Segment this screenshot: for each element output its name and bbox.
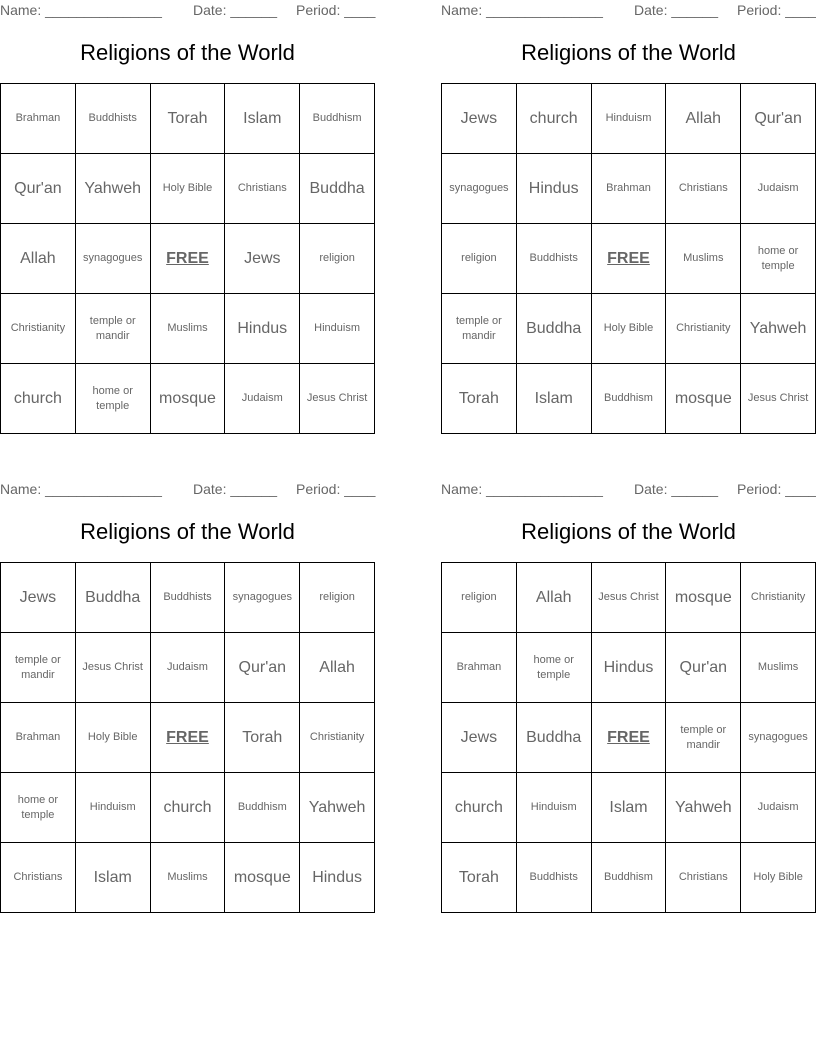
bingo-cell: Hinduism bbox=[300, 294, 375, 364]
period-field-label: Period: ____ bbox=[296, 2, 376, 18]
name-field-label: Name: _______________ bbox=[0, 2, 162, 18]
bingo-cell: Jesus Christ bbox=[592, 563, 667, 633]
bingo-cell: Jews bbox=[225, 224, 300, 294]
bingo-cell: mosque bbox=[666, 364, 741, 434]
bingo-cell: Buddhism bbox=[300, 84, 375, 154]
bingo-cell: Muslims bbox=[741, 633, 816, 703]
period-field-label: Period: ____ bbox=[737, 2, 816, 18]
date-field-label: Date: ______ bbox=[634, 2, 719, 18]
bingo-cell: Holy Bible bbox=[151, 154, 226, 224]
bingo-cell: Qur'an bbox=[1, 154, 76, 224]
bingo-cell: temple or mandir bbox=[1, 633, 76, 703]
bingo-cell: mosque bbox=[666, 563, 741, 633]
date-field-label: Date: ______ bbox=[634, 481, 719, 497]
bingo-cell: Qur'an bbox=[741, 84, 816, 154]
bingo-cell: religion bbox=[442, 224, 517, 294]
bingo-grid bbox=[441, 562, 816, 913]
bingo-cell: synagogues bbox=[442, 154, 517, 224]
bingo-cell: home or temple bbox=[517, 633, 592, 703]
bingo-grid bbox=[0, 562, 375, 913]
student-info-line bbox=[441, 481, 816, 499]
date-field-label: Date: ______ bbox=[193, 2, 278, 18]
bingo-cell: Christianity bbox=[300, 703, 375, 773]
bingo-cell: Christians bbox=[666, 843, 741, 913]
student-info-line bbox=[441, 2, 816, 20]
bingo-cell: Christians bbox=[666, 154, 741, 224]
bingo-cell: Hinduism bbox=[76, 773, 151, 843]
bingo-cell: Judaism bbox=[741, 773, 816, 843]
card-title: Religions of the World bbox=[80, 40, 295, 65]
student-info-line bbox=[0, 2, 380, 20]
bingo-grid bbox=[441, 83, 816, 434]
bingo-cell: Hindus bbox=[592, 633, 667, 703]
bingo-cell: Christians bbox=[1, 843, 76, 913]
bingo-cell: Judaism bbox=[225, 364, 300, 434]
period-field-label: Period: ____ bbox=[737, 481, 816, 497]
period-field-label: Period: ____ bbox=[296, 481, 376, 497]
bingo-cell: mosque bbox=[225, 843, 300, 913]
bingo-cell: religion bbox=[300, 224, 375, 294]
bingo-cell: Buddhism bbox=[225, 773, 300, 843]
name-field-label: Name: _______________ bbox=[441, 2, 603, 18]
bingo-cell: Muslims bbox=[666, 224, 741, 294]
bingo-cell: Buddhism bbox=[592, 364, 667, 434]
bingo-cell: Buddha bbox=[76, 563, 151, 633]
bingo-cell: Buddhists bbox=[517, 843, 592, 913]
bingo-cell: Christianity bbox=[666, 294, 741, 364]
bingo-cell: Buddhism bbox=[592, 843, 667, 913]
bingo-cell: Yahweh bbox=[76, 154, 151, 224]
bingo-cell: synagogues bbox=[76, 224, 151, 294]
bingo-cell: Hindus bbox=[225, 294, 300, 364]
bingo-cell: Buddhists bbox=[76, 84, 151, 154]
bingo-cell: Buddhists bbox=[151, 563, 226, 633]
bingo-cell: Judaism bbox=[741, 154, 816, 224]
bingo-cell: Christianity bbox=[1, 294, 76, 364]
bingo-cell: Jews bbox=[442, 84, 517, 154]
bingo-cell: Jesus Christ bbox=[300, 364, 375, 434]
bingo-cell: temple or mandir bbox=[666, 703, 741, 773]
free-space-cell: FREE bbox=[151, 703, 226, 773]
bingo-cell: Allah bbox=[517, 563, 592, 633]
bingo-cell: Jews bbox=[1, 563, 76, 633]
bingo-cell: Muslims bbox=[151, 294, 226, 364]
bingo-cell: Torah bbox=[442, 843, 517, 913]
bingo-cell: Hinduism bbox=[517, 773, 592, 843]
bingo-cell: Christianity bbox=[741, 563, 816, 633]
bingo-cell: synagogues bbox=[225, 563, 300, 633]
bingo-cell: Qur'an bbox=[666, 633, 741, 703]
bingo-cell: Torah bbox=[151, 84, 226, 154]
date-field-label: Date: ______ bbox=[193, 481, 278, 497]
bingo-cell: Allah bbox=[300, 633, 375, 703]
bingo-cell: Yahweh bbox=[666, 773, 741, 843]
bingo-cell: Brahman bbox=[1, 703, 76, 773]
bingo-cell: Brahman bbox=[442, 633, 517, 703]
bingo-cell: home or temple bbox=[76, 364, 151, 434]
card-title: Religions of the World bbox=[521, 40, 736, 65]
bingo-cell: Brahman bbox=[592, 154, 667, 224]
bingo-cell: Islam bbox=[517, 364, 592, 434]
bingo-cell: Jesus Christ bbox=[76, 633, 151, 703]
bingo-cell: Holy Bible bbox=[76, 703, 151, 773]
bingo-cell: Allah bbox=[666, 84, 741, 154]
bingo-cell: Islam bbox=[225, 84, 300, 154]
bingo-cell: Jews bbox=[442, 703, 517, 773]
bingo-cell: mosque bbox=[151, 364, 226, 434]
bingo-cell: temple or mandir bbox=[76, 294, 151, 364]
bingo-cell: Buddha bbox=[517, 294, 592, 364]
bingo-cell: Islam bbox=[592, 773, 667, 843]
bingo-cell: church bbox=[151, 773, 226, 843]
bingo-cell: Buddha bbox=[300, 154, 375, 224]
name-field-label: Name: _______________ bbox=[0, 481, 162, 497]
bingo-cell: Torah bbox=[442, 364, 517, 434]
bingo-cell: religion bbox=[442, 563, 517, 633]
bingo-cell: Yahweh bbox=[741, 294, 816, 364]
bingo-cell: synagogues bbox=[741, 703, 816, 773]
bingo-cell: Holy Bible bbox=[592, 294, 667, 364]
bingo-cell: home or temple bbox=[1, 773, 76, 843]
bingo-cell: Yahweh bbox=[300, 773, 375, 843]
name-field-label: Name: _______________ bbox=[441, 481, 603, 497]
bingo-cell: Christians bbox=[225, 154, 300, 224]
student-info-line bbox=[0, 481, 380, 499]
bingo-cell: Allah bbox=[1, 224, 76, 294]
bingo-cell: Hindus bbox=[517, 154, 592, 224]
bingo-cell: home or temple bbox=[741, 224, 816, 294]
card-title: Religions of the World bbox=[80, 519, 295, 544]
bingo-cell: Islam bbox=[76, 843, 151, 913]
card-title: Religions of the World bbox=[521, 519, 736, 544]
bingo-cell: Buddha bbox=[517, 703, 592, 773]
bingo-cell: temple or mandir bbox=[442, 294, 517, 364]
free-space-cell: FREE bbox=[592, 224, 667, 294]
bingo-cell: Brahman bbox=[1, 84, 76, 154]
bingo-cell: Hindus bbox=[300, 843, 375, 913]
bingo-cell: church bbox=[1, 364, 76, 434]
bingo-cell: Judaism bbox=[151, 633, 226, 703]
bingo-cell: church bbox=[442, 773, 517, 843]
bingo-cell: Muslims bbox=[151, 843, 226, 913]
bingo-cell: religion bbox=[300, 563, 375, 633]
bingo-cell: Holy Bible bbox=[741, 843, 816, 913]
bingo-cell: Qur'an bbox=[225, 633, 300, 703]
free-space-cell: FREE bbox=[151, 224, 226, 294]
bingo-cell: Hinduism bbox=[592, 84, 667, 154]
bingo-grid bbox=[0, 83, 375, 434]
bingo-cell: Buddhists bbox=[517, 224, 592, 294]
bingo-cell: Jesus Christ bbox=[741, 364, 816, 434]
free-space-cell: FREE bbox=[592, 703, 667, 773]
bingo-cell: church bbox=[517, 84, 592, 154]
bingo-cell: Torah bbox=[225, 703, 300, 773]
